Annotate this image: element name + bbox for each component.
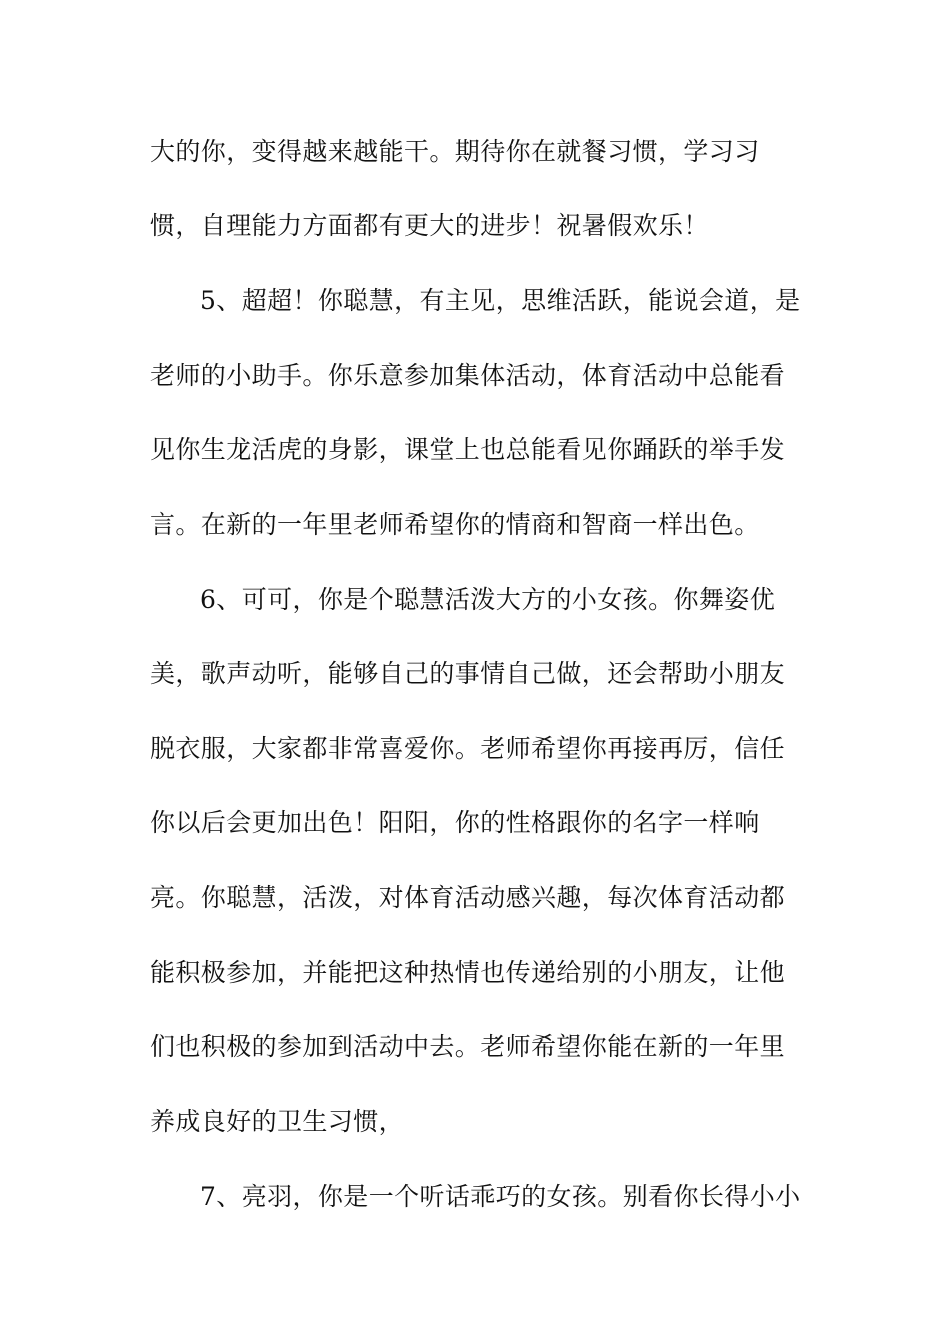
paragraph-6-start: 6、可可，你是个聪慧活泼大方的小女孩。你舞姿优 — [200, 585, 776, 614]
text-line: 你以后会更加出色！阳阳，你的性格跟你的名字一样响 — [150, 808, 760, 837]
text-line: 大的你，变得越来越能干。期待你在就餐习惯，学习习 — [150, 137, 760, 166]
text-line: 惯，自理能力方面都有更大的进步！祝暑假欢乐！ — [150, 211, 709, 240]
text-line: 亮。你聪慧，活泼，对体育活动感兴趣，每次体育活动都 — [150, 883, 786, 912]
text-line: 养成良好的卫生习惯， — [150, 1107, 405, 1136]
paragraph-7-start: 7、亮羽，你是一个听话乖巧的女孩。别看你长得小小 — [200, 1182, 801, 1211]
text-line: 见你生龙活虎的身影，课堂上也总能看见你踊跃的举手发 — [150, 435, 786, 464]
text-line: 老师的小助手。你乐意参加集体活动，体育活动中总能看 — [150, 361, 786, 390]
text-line: 美，歌声动听，能够自己的事情自己做，还会帮助小朋友 — [150, 659, 786, 688]
text-line: 能积极参加，并能把这种热情也传递给别的小朋友，让他 — [150, 958, 786, 987]
text-line: 脱衣服，大家都非常喜爱你。老师希望你再接再厉，信任 — [150, 734, 786, 763]
paragraph-5-start: 5、超超！你聪慧，有主见，思维活跃，能说会道，是 — [200, 286, 801, 315]
text-line: 们也积极的参加到活动中去。老师希望你能在新的一年里 — [150, 1032, 786, 1061]
text-line: 言。在新的一年里老师希望你的情商和智商一样出色。 — [150, 510, 760, 539]
